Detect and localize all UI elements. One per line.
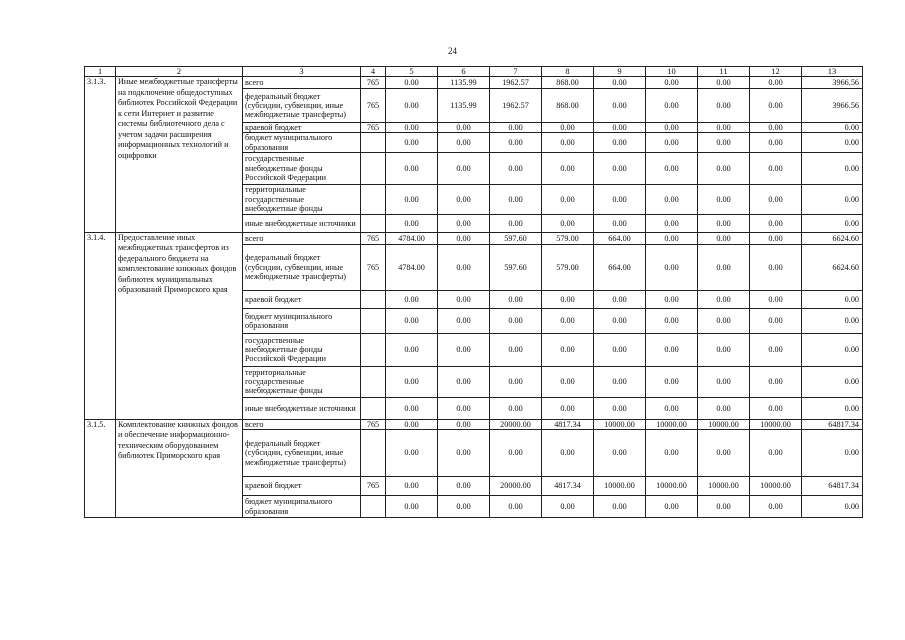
total-value: 0.00: [802, 397, 863, 419]
year-value: 0.00: [490, 184, 542, 214]
total-value: 0.00: [802, 214, 863, 232]
year-value: 0.00: [438, 366, 490, 397]
year-value: 0.00: [750, 366, 802, 397]
year-value: 0.00: [646, 333, 698, 366]
header-cell: 3: [243, 67, 361, 77]
admin-code: 765: [361, 419, 386, 429]
year-value: 0.00: [698, 366, 750, 397]
year-value: 0.00: [386, 333, 438, 366]
year-value: 0.00: [698, 214, 750, 232]
year-value: 0.00: [386, 89, 438, 123]
funding-source: иные внебюджетные источники: [243, 397, 361, 419]
total-value: 64817.34: [802, 419, 863, 429]
year-value: 0.00: [750, 397, 802, 419]
year-value: 0.00: [594, 214, 646, 232]
year-value: 0.00: [698, 496, 750, 518]
year-value: 0.00: [490, 290, 542, 308]
year-value: 0.00: [698, 232, 750, 244]
year-value: 0.00: [750, 430, 802, 477]
year-value: 10000.00: [646, 477, 698, 496]
item-code: 3.1.3.: [85, 77, 116, 233]
year-value: 0.00: [646, 308, 698, 333]
year-value: 0.00: [594, 430, 646, 477]
admin-code: [361, 496, 386, 518]
table-row: [85, 77, 863, 89]
year-value: 0.00: [490, 308, 542, 333]
year-value: 0.00: [594, 290, 646, 308]
year-value: 0.00: [646, 214, 698, 232]
year-value: 0.00: [490, 333, 542, 366]
year-value: 0.00: [490, 133, 542, 152]
admin-code: [361, 333, 386, 366]
year-value: 0.00: [386, 152, 438, 184]
year-value: 0.00: [750, 77, 802, 89]
year-value: 0.00: [386, 214, 438, 232]
item-code: 3.1.4.: [85, 232, 116, 419]
year-value: 20000.00: [490, 477, 542, 496]
admin-code: [361, 430, 386, 477]
funding-source: федеральный бюджет (субсидии, субвенции, иные межбюджетные трансферты): [243, 89, 361, 123]
year-value: 0.00: [750, 244, 802, 290]
year-value: 0.00: [542, 333, 594, 366]
year-value: 0.00: [386, 496, 438, 518]
funding-source: краевой бюджет: [243, 477, 361, 496]
year-value: 0.00: [386, 397, 438, 419]
admin-code: [361, 397, 386, 419]
year-value: 0.00: [698, 89, 750, 123]
year-value: 0.00: [594, 333, 646, 366]
year-value: 1135.99: [438, 77, 490, 89]
funding-source: территориальные государственные внебюджетные фонды: [243, 184, 361, 214]
admin-code: 765: [361, 77, 386, 89]
year-value: 0.00: [750, 89, 802, 123]
funding-source: бюджет муниципального образования: [243, 308, 361, 333]
year-value: 0.00: [646, 77, 698, 89]
year-value: 0.00: [594, 133, 646, 152]
year-value: 0.00: [438, 290, 490, 308]
year-value: 0.00: [750, 232, 802, 244]
year-value: 0.00: [542, 214, 594, 232]
admin-code: 765: [361, 232, 386, 244]
year-value: 0.00: [386, 77, 438, 89]
year-value: 0.00: [386, 123, 438, 133]
year-value: 0.00: [542, 184, 594, 214]
year-value: 0.00: [594, 308, 646, 333]
year-value: 10000.00: [594, 477, 646, 496]
year-value: 0.00: [698, 77, 750, 89]
header-row: [85, 67, 863, 77]
year-value: 0.00: [438, 232, 490, 244]
total-value: 0.00: [802, 184, 863, 214]
year-value: 0.00: [438, 430, 490, 477]
item-name: Предоставление иных межбюджетных трансфертов из федерального бюджета на комплектование книжных фондов библиотек муниципальных образований Приморского края: [116, 232, 243, 419]
admin-code: 765: [361, 123, 386, 133]
admin-code: 765: [361, 477, 386, 496]
total-value: 64817.34: [802, 477, 863, 496]
year-value: 597.60: [490, 244, 542, 290]
year-value: 0.00: [646, 184, 698, 214]
year-value: 0.00: [594, 397, 646, 419]
header-cell: 7: [490, 67, 542, 77]
admin-code: [361, 152, 386, 184]
funding-source: государственные внебюджетные фонды Российской Федерации: [243, 333, 361, 366]
total-value: 0.00: [802, 333, 863, 366]
year-value: 0.00: [646, 290, 698, 308]
year-value: 0.00: [386, 366, 438, 397]
year-value: 1135.99: [438, 89, 490, 123]
year-value: 0.00: [750, 184, 802, 214]
year-value: 664.00: [594, 244, 646, 290]
budget-table: [84, 66, 863, 518]
total-value: 0.00: [802, 152, 863, 184]
item-code: 3.1.5.: [85, 419, 116, 517]
funding-source: всего: [243, 77, 361, 89]
year-value: 10000.00: [698, 477, 750, 496]
year-value: 0.00: [490, 496, 542, 518]
year-value: 0.00: [542, 496, 594, 518]
year-value: 4784.00: [386, 244, 438, 290]
year-value: 0.00: [594, 89, 646, 123]
year-value: 0.00: [698, 308, 750, 333]
header-cell: 4: [361, 67, 386, 77]
year-value: 10000.00: [750, 477, 802, 496]
admin-code: [361, 184, 386, 214]
year-value: 0.00: [386, 419, 438, 429]
header-cell: 12: [750, 67, 802, 77]
header-cell: 6: [438, 67, 490, 77]
year-value: 0.00: [750, 214, 802, 232]
total-value: 0.00: [802, 366, 863, 397]
header-cell: 5: [386, 67, 438, 77]
funding-source: иные внебюджетные источники: [243, 214, 361, 232]
total-value: 3966.56: [802, 77, 863, 89]
year-value: 4784.00: [386, 232, 438, 244]
year-value: 0.00: [542, 123, 594, 133]
funding-source: федеральный бюджет (субсидии, субвенции, иные межбюджетные трансферты): [243, 244, 361, 290]
year-value: 0.00: [438, 152, 490, 184]
year-value: 0.00: [646, 244, 698, 290]
year-value: 0.00: [698, 184, 750, 214]
year-value: 0.00: [646, 89, 698, 123]
year-value: 0.00: [646, 133, 698, 152]
year-value: 0.00: [698, 152, 750, 184]
year-value: 0.00: [750, 133, 802, 152]
total-value: 0.00: [802, 430, 863, 477]
page-number: 24: [448, 46, 457, 56]
year-value: 0.00: [490, 430, 542, 477]
year-value: 0.00: [490, 152, 542, 184]
year-value: 0.00: [698, 123, 750, 133]
funding-source: бюджет муниципального образования: [243, 496, 361, 518]
header-cell: 8: [542, 67, 594, 77]
header-cell: 13: [802, 67, 863, 77]
year-value: 1962.57: [490, 89, 542, 123]
year-value: 0.00: [438, 477, 490, 496]
year-value: 0.00: [750, 308, 802, 333]
admin-code: [361, 366, 386, 397]
funding-source: всего: [243, 419, 361, 429]
year-value: 0.00: [386, 133, 438, 152]
year-value: 0.00: [698, 397, 750, 419]
year-value: 4817.34: [542, 477, 594, 496]
year-value: 0.00: [438, 123, 490, 133]
year-value: 0.00: [750, 333, 802, 366]
year-value: 0.00: [438, 184, 490, 214]
funding-source: краевой бюджет: [243, 123, 361, 133]
year-value: 0.00: [542, 133, 594, 152]
item-name: Комплектование книжных фондов и обеспечение информационно-техническим оборудованием библиотек Приморского края: [116, 419, 243, 517]
admin-code: [361, 133, 386, 152]
admin-code: [361, 290, 386, 308]
year-value: 0.00: [438, 496, 490, 518]
year-value: 0.00: [698, 133, 750, 152]
year-value: 0.00: [542, 308, 594, 333]
year-value: 0.00: [698, 244, 750, 290]
year-value: 868.00: [542, 77, 594, 89]
year-value: 0.00: [542, 430, 594, 477]
year-value: 0.00: [698, 333, 750, 366]
total-value: 3966.56: [802, 89, 863, 123]
year-value: 0.00: [438, 244, 490, 290]
year-value: 0.00: [542, 397, 594, 419]
year-value: 0.00: [386, 308, 438, 333]
year-value: 10000.00: [750, 419, 802, 429]
year-value: 0.00: [438, 308, 490, 333]
admin-code: 765: [361, 244, 386, 290]
year-value: 0.00: [438, 333, 490, 366]
year-value: 0.00: [646, 232, 698, 244]
year-value: 597.60: [490, 232, 542, 244]
header-cell: 11: [698, 67, 750, 77]
year-value: 0.00: [646, 152, 698, 184]
header-cell: 1: [85, 67, 116, 77]
year-value: 0.00: [646, 496, 698, 518]
year-value: 0.00: [646, 123, 698, 133]
year-value: 10000.00: [698, 419, 750, 429]
year-value: 0.00: [386, 290, 438, 308]
year-value: 0.00: [438, 419, 490, 429]
year-value: 0.00: [698, 430, 750, 477]
total-value: 0.00: [802, 133, 863, 152]
total-value: 0.00: [802, 308, 863, 333]
year-value: 579.00: [542, 232, 594, 244]
admin-code: [361, 214, 386, 232]
year-value: 0.00: [386, 430, 438, 477]
header-cell: 9: [594, 67, 646, 77]
year-value: 0.00: [438, 214, 490, 232]
funding-source: федеральный бюджет (субсидии, субвенции, иные межбюджетные трансферты): [243, 430, 361, 477]
table-row: [85, 419, 863, 429]
total-value: 0.00: [802, 290, 863, 308]
year-value: 0.00: [594, 496, 646, 518]
year-value: 0.00: [490, 397, 542, 419]
funding-source: краевой бюджет: [243, 290, 361, 308]
year-value: 1962.57: [490, 77, 542, 89]
funding-source: бюджет муниципального образования: [243, 133, 361, 152]
admin-code: [361, 308, 386, 333]
table-row: [85, 232, 863, 244]
year-value: 0.00: [542, 290, 594, 308]
year-value: 0.00: [542, 366, 594, 397]
year-value: 0.00: [750, 152, 802, 184]
year-value: 0.00: [594, 184, 646, 214]
year-value: 0.00: [490, 123, 542, 133]
year-value: 0.00: [698, 290, 750, 308]
year-value: 0.00: [594, 152, 646, 184]
year-value: 0.00: [594, 366, 646, 397]
item-name: Иные межбюджетные трансферты на подключение общедоступных библиотек Российской Федерации к сети Интернет и развитие системы библиотечного дела с учетом задачи расширения информационных технологий и оцифровки: [116, 77, 243, 233]
admin-code: 765: [361, 89, 386, 123]
total-value: 6624.60: [802, 244, 863, 290]
year-value: 0.00: [438, 133, 490, 152]
year-value: 0.00: [750, 123, 802, 133]
year-value: 0.00: [490, 366, 542, 397]
year-value: 868.00: [542, 89, 594, 123]
year-value: 0.00: [542, 152, 594, 184]
year-value: 0.00: [386, 184, 438, 214]
year-value: 664.00: [594, 232, 646, 244]
year-value: 0.00: [646, 366, 698, 397]
year-value: 4817.34: [542, 419, 594, 429]
year-value: 579.00: [542, 244, 594, 290]
funding-source: территориальные государственные внебюджетные фонды: [243, 366, 361, 397]
year-value: 0.00: [750, 496, 802, 518]
year-value: 10000.00: [646, 419, 698, 429]
header-cell: 2: [116, 67, 243, 77]
header-cell: 10: [646, 67, 698, 77]
total-value: 6624.60: [802, 232, 863, 244]
year-value: 0.00: [438, 397, 490, 419]
year-value: 0.00: [646, 430, 698, 477]
year-value: 0.00: [386, 477, 438, 496]
funding-source: государственные внебюджетные фонды Российской Федерации: [243, 152, 361, 184]
year-value: 10000.00: [594, 419, 646, 429]
total-value: 0.00: [802, 496, 863, 518]
year-value: 0.00: [750, 290, 802, 308]
year-value: 0.00: [490, 214, 542, 232]
year-value: 20000.00: [490, 419, 542, 429]
total-value: 0.00: [802, 123, 863, 133]
year-value: 0.00: [594, 77, 646, 89]
funding-source: всего: [243, 232, 361, 244]
year-value: 0.00: [594, 123, 646, 133]
year-value: 0.00: [646, 397, 698, 419]
